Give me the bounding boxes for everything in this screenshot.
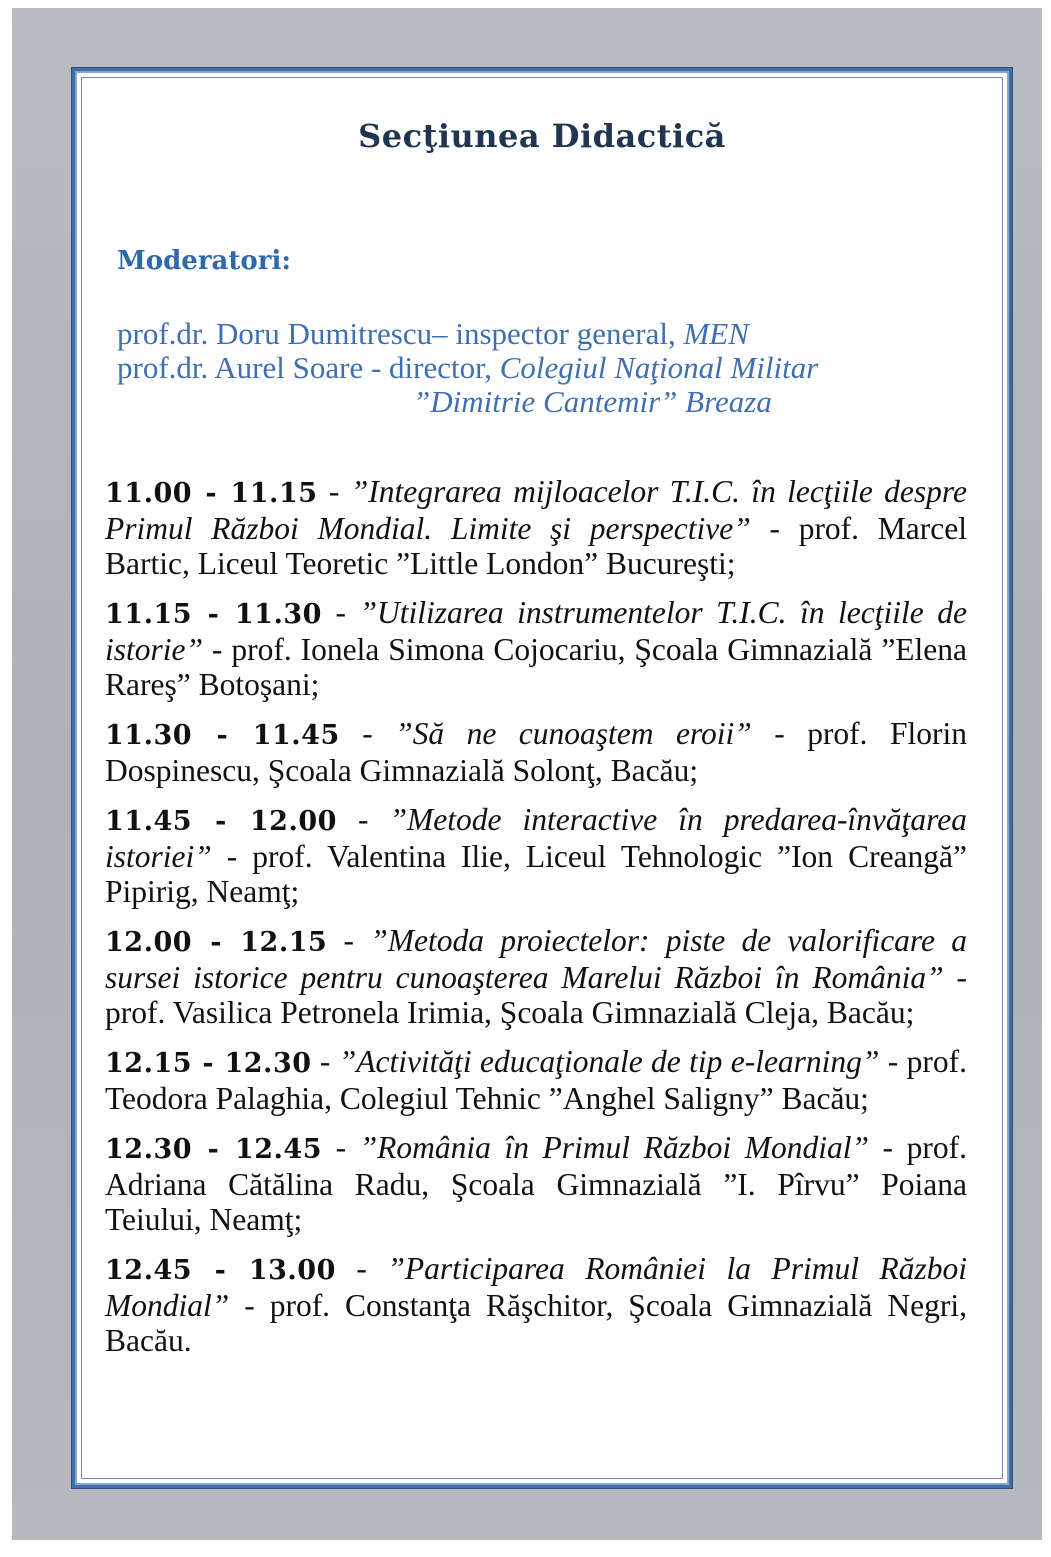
entry-title: ”Activităţi educaţionale de tip e-learning” xyxy=(338,1044,880,1079)
entry-time: 11.15 - 11.30 xyxy=(105,599,322,630)
program-list xyxy=(105,474,967,1372)
entry-title: ”Utilizarea instrumentelor T.I.C. în lecţiile de istorie” xyxy=(105,595,967,667)
entry-title: ”Integrarea mijloacelor T.I.C. în lecţiile despre Primul Război Mondial. Limite şi perspective” xyxy=(105,474,967,546)
moderator-2-continued xyxy=(117,385,977,419)
program-entry: 12.00 - 12.15 - ”Metoda proiectelor: piste de valorificare a sursei istorice pentru cunoaşterea Marelui Război în România” - prof. Vasilica Petronela Irimia, Şcoala Gimnazială Cleja, Bacău; xyxy=(105,923,967,1030)
moderator-1-institution: MEN xyxy=(683,316,749,351)
section-title: Secţiunea Didactică xyxy=(358,117,726,155)
program-entry: 11.45 - 12.00 - ”Metode interactive în predarea-învăţarea istoriei” - prof. Valentina Ilie, Liceul Tehnologic ”Ion Creangă” Pipirig, Neamţ; xyxy=(105,802,967,909)
program-entry: 12.45 - 13.00 - ”Participarea României la Primul Război Mondial” - prof. Constanţa Răşchitor, Şcoala Gimnazială Negri, Bacău. xyxy=(105,1251,967,1358)
program-card xyxy=(72,68,1012,1488)
entry-title: ”Să ne cunoaştem eroii” xyxy=(395,716,752,751)
entry-title: ”România în Primul Război Mondial” xyxy=(359,1130,869,1165)
entry-details: prof. Valentina Ilie, Liceul Tehnologic ”Ion Creangă” Pipirig, Neamţ; xyxy=(105,839,967,909)
entry-details: prof. Florin Dospinescu, Şcoala Gimnazială Solonţ, Bacău; xyxy=(105,716,967,788)
moderators-list xyxy=(117,317,977,419)
program-entry: 11.15 - 11.30 - ”Utilizarea instrumentelor T.I.C. în lecţiile de istorie” - prof. Ionela Simona Cojocariu, Şcoala Gimnazială ”Elena Rareş” Botoşani; xyxy=(105,595,968,702)
entry-title: ”Metode interactive în predarea-învăţarea istoriei” xyxy=(105,802,967,874)
entry-details: prof. Ionela Simona Cojocariu, Şcoala Gimnazială ”Elena Rareş” Botoşani; xyxy=(105,632,968,702)
entry-title: ”Participarea României la Primul Război Mondial” xyxy=(105,1251,967,1323)
grey-frame xyxy=(12,8,1042,1540)
entry-details: prof. Adriana Cătălina Radu, Şcoala Gimnazială ”I. Pîrvu” Poiana Teiului, Neamţ; xyxy=(105,1130,967,1237)
entry-title: ”Metoda proiectelor: piste de valorificare a sursei istorice pentru cunoaşterea Marelui Război în România” xyxy=(105,923,967,995)
entry-details: prof. Marcel Bartic, Liceul Teoretic ”Little London” Bucureşti; xyxy=(105,511,967,581)
moderator-2-name: prof.dr. Aurel Soare - director, xyxy=(117,350,500,385)
moderator-2 xyxy=(117,351,977,385)
entry-time: 11.00 - 11.15 xyxy=(105,478,318,509)
entry-time: 11.45 - 12.00 xyxy=(105,806,337,837)
entry-details: prof. Teodora Palaghia, Colegiul Tehnic ”Anghel Saligny” Bacău; xyxy=(105,1044,967,1116)
program-entry: 12.15 - 12.30 - ”Activităţi educaţionale de tip e-learning” - prof. Teodora Palaghia, Colegiul Tehnic ”Anghel Saligny” Bacău; xyxy=(105,1044,967,1116)
program-entry: 12.30 - 12.45 - ”România în Primul Război Mondial” - prof. Adriana Cătălina Radu, Şcoala Gimnazială ”I. Pîrvu” Poiana Teiului, Neamţ; xyxy=(105,1130,967,1237)
entry-details: prof. Constanţa Răşchitor, Şcoala Gimnazială Negri, Bacău. xyxy=(105,1288,967,1358)
program-entry: 11.00 - 11.15 - ”Integrarea mijloacelor T.I.C. în lecţiile despre Primul Război Mondial. Limite şi perspective” - prof. Marcel Bartic, Liceul Teoretic ”Little London” Bucureşti; xyxy=(105,474,967,581)
entry-time: 12.45 - 13.00 xyxy=(105,1255,336,1286)
moderators-heading: Moderatori: xyxy=(117,246,291,276)
moderator-2-institution: Colegiul Naţional Militar xyxy=(499,350,819,385)
moderator-2-institution-cont: ”Dimitrie Cantemir” Breaza xyxy=(413,384,772,419)
entry-time: 12.00 - 12.15 xyxy=(105,927,328,958)
program-entry: 11.30 - 11.45 - ”Să ne cunoaştem eroii” - prof. Florin Dospinescu, Şcoala Gimnazială Solonţ, Bacău; xyxy=(105,716,967,788)
entry-time: 12.30 - 12.45 xyxy=(105,1134,322,1165)
moderator-1-name: prof.dr. Doru Dumitrescu– inspector general, xyxy=(117,316,684,351)
entry-details: prof. Vasilica Petronela Irimia, Şcoala Gimnazială Cleja, Bacău; xyxy=(105,995,915,1030)
entry-time: 12.15 - 12.30 xyxy=(105,1048,312,1079)
entry-time: 11.30 - 11.45 xyxy=(105,720,340,751)
moderator-1 xyxy=(117,317,977,351)
